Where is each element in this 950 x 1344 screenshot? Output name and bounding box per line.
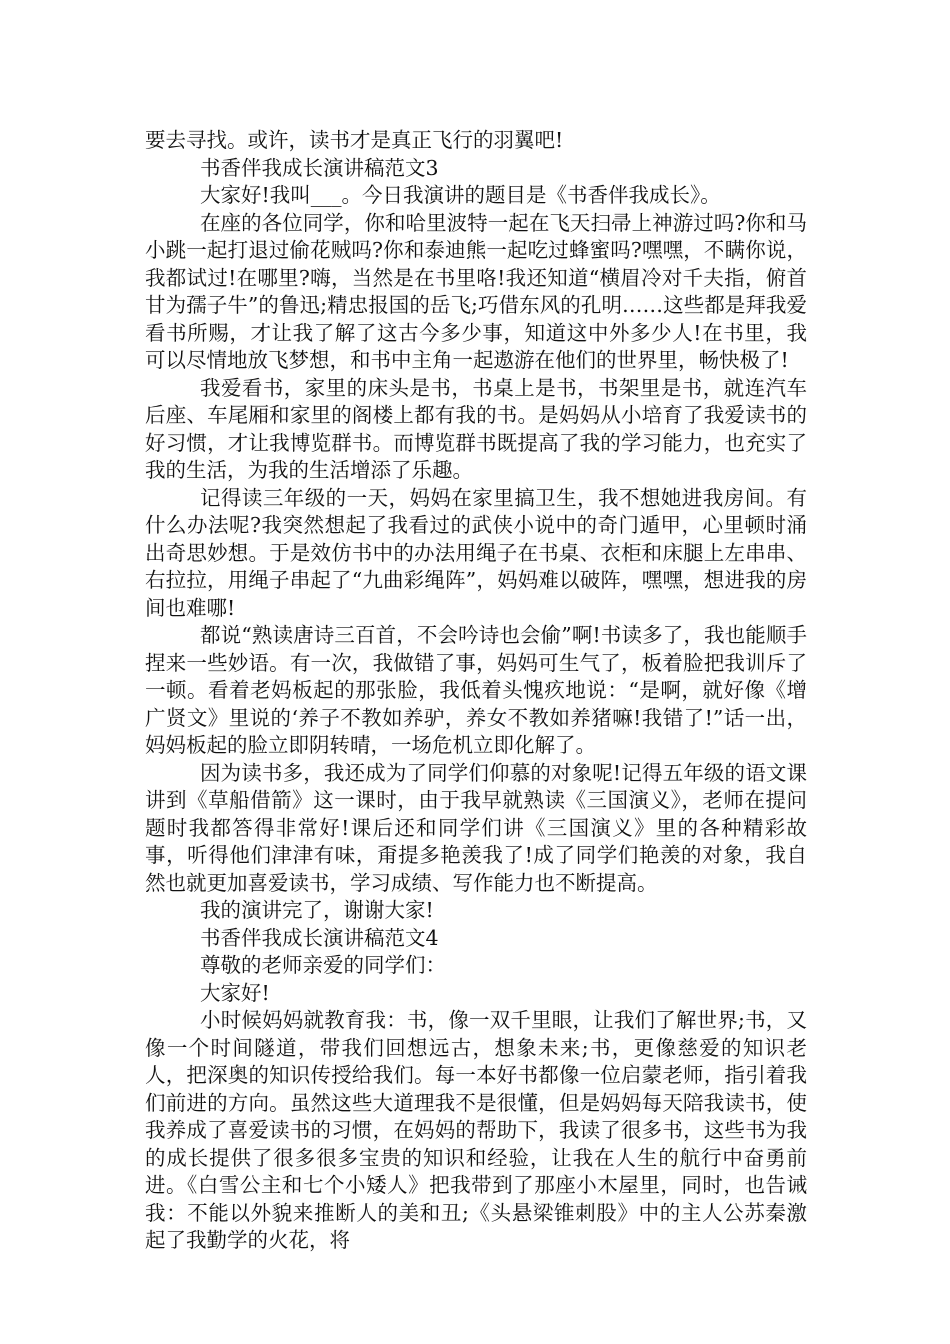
body-paragraph: 在座的各位同学，你和哈里波特一起在飞天扫帚上神游过吗?你和马小跳一起打退过偷花贼吗?你和泰迪熊一起吃过蜂蜜吗?嘿嘿，不瞒你说，我都试过!在哪里?嗨，当然是在书里咯!我还知道“横眉冷对千夫指，俯首甘为孺子牛”的鲁迅;精忠报国的岳飞;巧借东风的孔明……这些都是拜我爱看书所赐，才让我了解了这古今多少事，知道这中外多少人!在书里，我可以尽情地放飞梦想，和书中主角一起遨游在他们的世界里，畅快极了! bbox=[145, 210, 807, 372]
paragraph-continuation: 要去寻找。或许，读书才是真正飞行的羽翼吧! bbox=[145, 128, 564, 152]
body-paragraph: 记得读三年级的一天，妈妈在家里搞卫生，我不想她进我房间。有什么办法呢?我突然想起了我看过的武侠小说中的奇门遁甲，心里顿时涌出奇思妙想。于是效仿书中的办法用绳子在书桌、衣柜和床腿上左串串、右拉拉，用绳子串起了“九曲彩绳阵”，妈妈难以破阵，嘿嘿，想进我的房间也难哪! bbox=[145, 485, 807, 620]
body-paragraph: 因为读书多，我还成为了同学们仰慕的对象呢!记得五年级的语文课讲到《草船借箭》这一课时，由于我早就熟读《三国演义》，老师在提问题时我都答得非常好!课后还和同学们讲《三国演义》里的各种精彩故事，听得他们津津有味，甭提多艳羡我了!成了同学们艳羡的对象，我自然也就更加喜爱读书，学习成绩、写作能力也不断提高。 bbox=[145, 760, 807, 895]
document-page bbox=[145, 127, 807, 1255]
body-paragraph: 都说“熟读唐诗三百首，不会吟诗也会偷”啊!书读多了，我也能顺手捏来一些妙语。有一次，我做错了事，妈妈可生气了，板着脸把我训斥了一顿。看着老妈板起的那张脸，我低着头愧疚地说：“是啊，就好像《增广贤文》里说的‘养子不教如养驴，养女不教如养猪嘛!我错了!”话一出，妈妈板起的脸立即阴转晴，一场危机立即化解了。 bbox=[145, 623, 807, 757]
section-heading-4: 书香伴我成长演讲稿范文4 bbox=[200, 925, 439, 950]
greeting-paragraph: 大家好!我叫___。今日我演讲的题目是《书香伴我成长》。 bbox=[200, 183, 721, 207]
section-heading-3: 书香伴我成长演讲稿范文3 bbox=[200, 155, 439, 180]
body-paragraph: 我爱看书，家里的床头是书，书桌上是书，书架里是书，就连汽车后座、车尾厢和家里的阁楼上都有我的书。是妈妈从小培育了我爱读书的好习惯，才让我博览群书。而博览群书既提高了我的学习能力，也充实了我的生活，为我的生活增添了乐趣。 bbox=[145, 375, 807, 482]
salutation-paragraph: 尊敬的老师亲爱的同学们： bbox=[200, 953, 446, 977]
greeting-paragraph: 大家好! bbox=[200, 980, 270, 1005]
body-paragraph: 小时候妈妈就教育我：书，像一双千里眼，让我们了解世界;书，又像一个时间隧道，带我们回想远古，想象未来;书，更像慈爱的知识老人，把深奥的知识传授给我们。每一本好书都像一位启蒙老师，指引着我们前进的方向。虽然这些大道理我不是很懂，但是妈妈每天陪我读书，使我养成了喜爱读书的习惯，在妈妈的帮助下，我读了很多书，这些书为我的成长提供了很多很多宝贵的知识和经验，让我在人生的航行中奋勇前进。《白雪公主和七个小矮人》把我带到了那座小木屋里，同时，也告诫我：不能以外貌来推断人的美和丑;《头悬梁锥刺股》中的主人公苏秦激起了我勤学的火花，将 bbox=[145, 1008, 807, 1252]
closing-paragraph: 我的演讲完了，谢谢大家! bbox=[200, 898, 434, 922]
